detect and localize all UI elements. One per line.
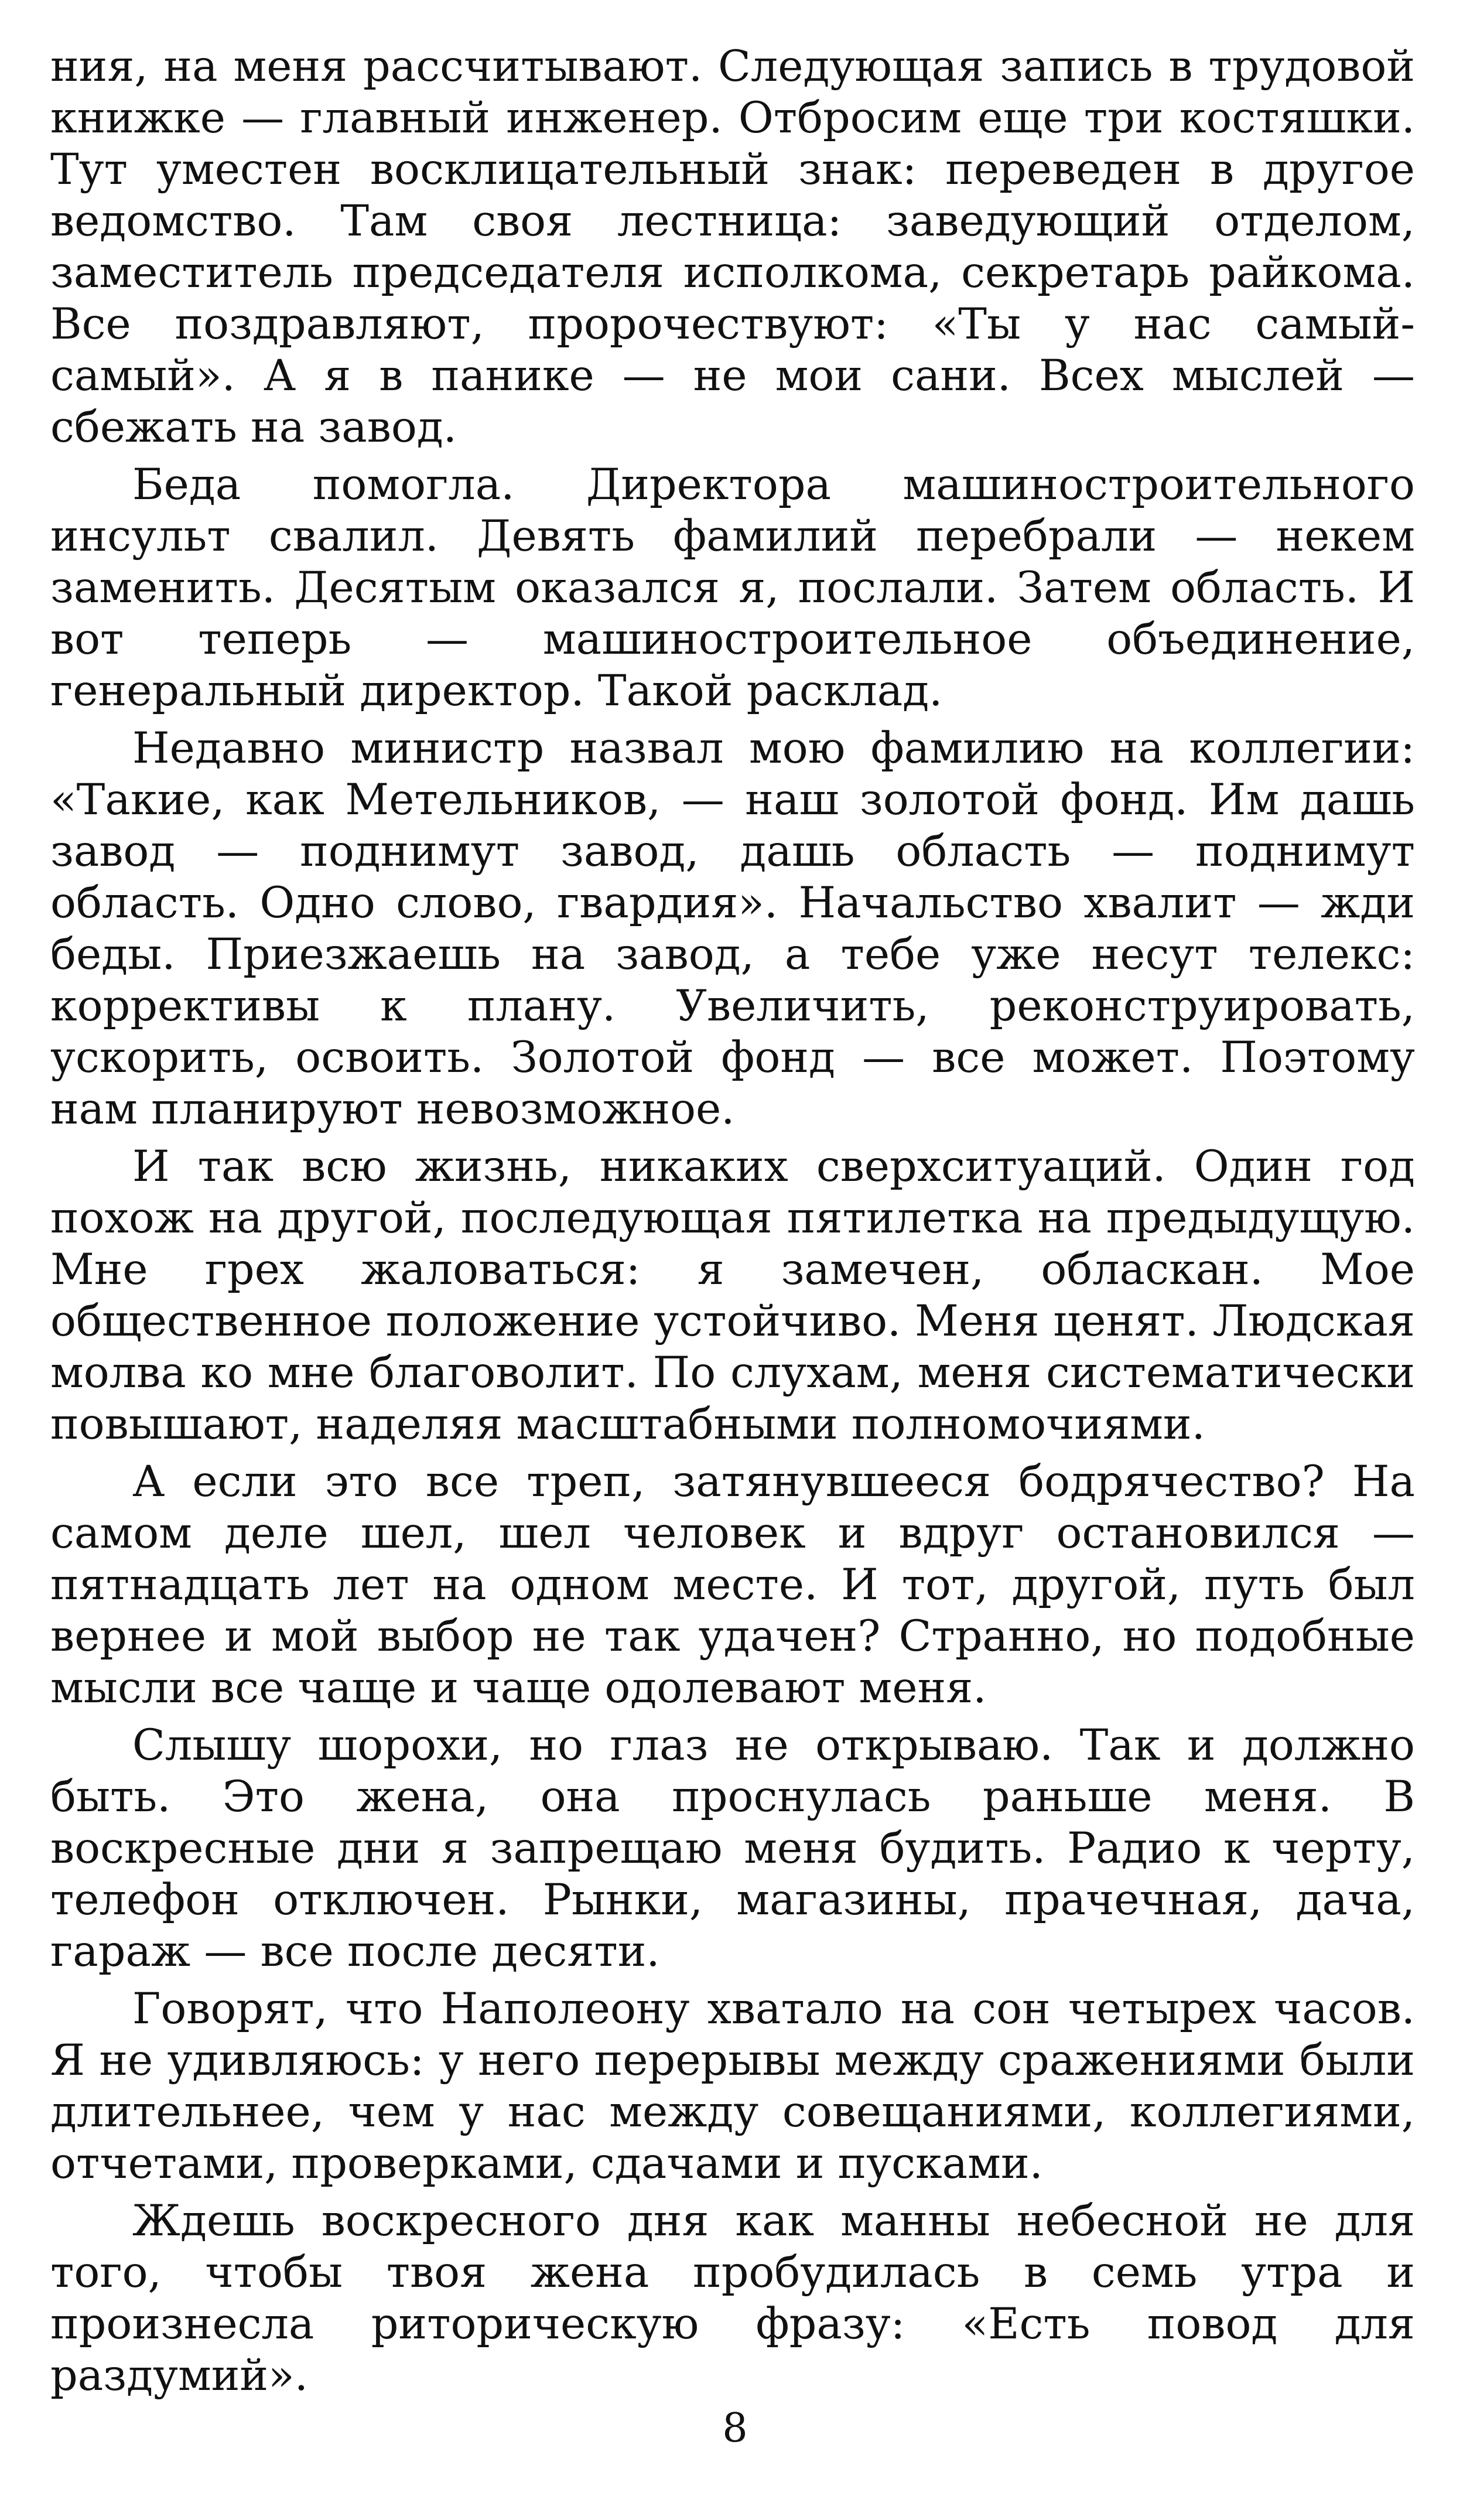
paragraph-7: Говорят, что Наполеону хватало на сон четырех часов. Я не удивляюсь: у него перерывы между сражениями были длительнее, чем у нас между совещаниями, коллегиями, отчетами, проверками, сдачами и пусками. [50, 1984, 1415, 2188]
page-number: 8 [722, 2405, 748, 2451]
paragraph-8: Ждешь воскресного дня как манны небесной не для того, чтобы твоя жена пробудилась в семь утра и произнесла риторическую фразу: «Есть повод для раздумий». [50, 2196, 1415, 2401]
page-body [50, 41, 1415, 2408]
paragraph-6: Слышу шорохи, но глаз не открываю. Так и должно быть. Это жена, она проснулась раньше меня. В воскресные дни я запрещаю меня будить. Радио к черту, телефон отключен. Рынки, магазины, прачечная, дача, гараж — все после десяти. [50, 1720, 1415, 1976]
paragraph-4: И так всю жизнь, никаких сверхситуаций. Один год похож на другой, последующая пятилетка на предыдущую. Мне грех жаловаться: я замечен, обласкан. Мое общественное положение устойчиво. Меня ценят. Людская молва ко мне благоволит. По слухам, меня систематически повышают, наделяя масштабными полномочиями. [50, 1142, 1415, 1449]
paragraph-2: Беда помогла. Директора машиностроительного инсульт свалил. Девять фамилий перебрали — некем заменить. Десятым оказался я, послали. Затем область. И вот теперь — машиностроительное объединение, генеральный директор. Такой расклад. [50, 460, 1415, 716]
paragraph-3: Недавно министр назвал мою фамилию на коллегии: «Такие, как Метельников, — наш золотой фонд. Им дашь завод — поднимут завод, дашь область — поднимут область. Одно слово, гвардия». Начальство хвалит — жди беды. Приезжаешь на завод, а тебе уже несут телекс: коррективы к плану. Увеличить, реконструировать, ускорить, освоить. Золотой фонд — все может. Поэтому нам планируют невозможное. [50, 723, 1415, 1134]
paragraph-5: А если это все треп, затянувшееся бодрячество? На самом деле шел, шел человек и вдруг остановился — пятнадцать лет на одном месте. И тот, другой, путь был вернее и мой выбор не так удачен? Странно, но подобные мысли все чаще и чаще одолевают меня. [50, 1457, 1415, 1713]
paragraph-1: ния, на меня рассчитывают. Следующая запись в трудовой книжке — главный инженер. Отбросим еще три костяшки. Тут уместен восклицательный знак: переведен в другое ведомство. Там своя лестница: заведующий отделом, заместитель председателя исполкома, секретарь райкома. Все поздравляют, пророчествуют: «Ты у нас самый-самый». А я в панике — не мои сани. Всех мыслей — сбежать на завод. [50, 42, 1415, 452]
